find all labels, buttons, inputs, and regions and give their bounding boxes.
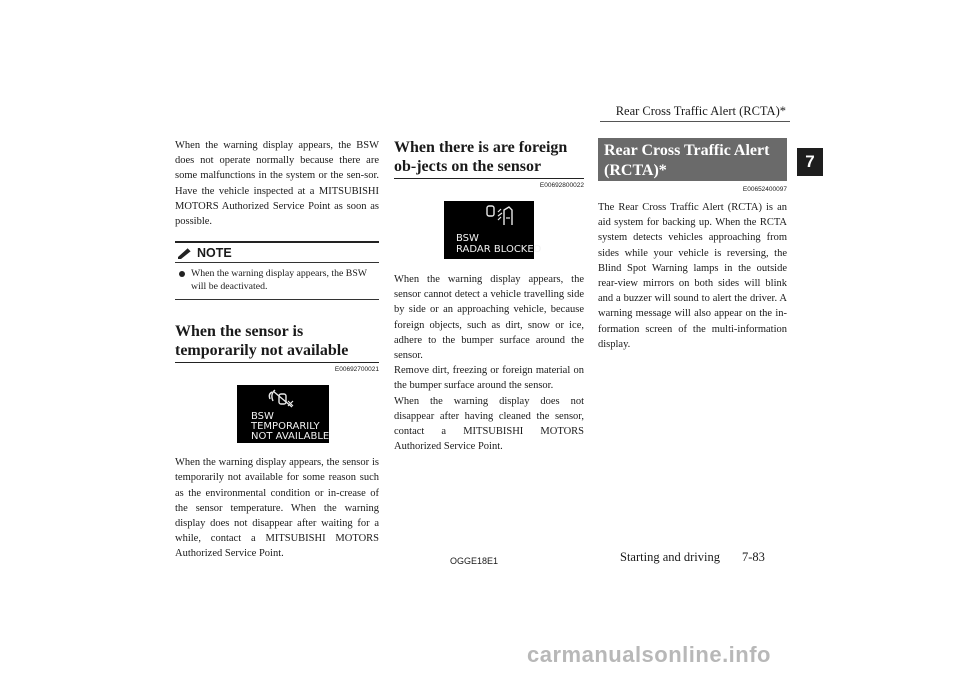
paragraph: When the warning display appears, the sensor cannot detect a vehicle travelling side by side or an approaching vehicle, because foreign objects, such as dirt, snow or ice, adhere to the bumper surface around the sensor. [394,274,584,362]
column-2 [394,138,584,454]
bullet-icon [179,271,185,277]
warning-display-temporarily-unavailable [237,385,329,443]
section-code: E00692700021 [334,366,379,374]
running-header: Rear Cross Traffic Alert (RCTA)* [615,104,786,118]
section-title: When the sensor is temporarily not available [175,322,379,363]
note-icon [177,247,193,259]
warning-display-radar-blocked [444,201,542,259]
display-line: RADAR BLOCKED [456,244,542,255]
bsw-off-icon [267,388,295,410]
display-line: BSW [251,411,274,423]
paragraph: Remove dirt, freezing or foreign material on the bumper surface around the sensor. [394,365,584,392]
note-text: When the warning display appears, the BSW will be deactivated. [191,268,367,293]
note-item [175,267,379,300]
footer-section: Starting and driving [620,550,720,564]
section-title: When there is are foreign ob-jects on the sensor [394,138,584,179]
paragraph: When the warning display appears, the sensor is temporarily not available for some reason such as the environmental condition or in-crease of the sensor temperature. When the warning display does not disappear after waiting for a while, contact a MITSUBISHI MOTORS Authorized Service Point. [175,457,379,560]
section-banner: Rear Cross Traffic Alert (RCTA)* [598,138,787,181]
note-header [175,241,379,263]
paragraph: The Rear Cross Traffic Alert (RCTA) is an aid system for backing up. When the RCTA system detects vehicles approaching from sides while your vehicle is reversing, the Blind Spot Warning lamps in the outside rear-view mirrors on both sides will blink and a buzzer will sound to alert the driver. A warning message will also appear on the in-formation screen of the multi-information display. [598,202,787,350]
paragraph: When the warning display does not disappear after having cleaned the sensor, contact a MITSUBISHI MOTORS Authorized Service Point. [394,395,584,453]
page-number: 7-83 [742,550,765,564]
paragraph: When the warning display appears, the BSW does not operate normally because there are some malfunctions in the system or the sen-sor. Have the vehicle inspected at a MITSUBISHI MOTORS Authorized Service Point as soon as possible. [175,140,379,228]
header-rule [600,121,790,122]
display-line: BSW [456,233,479,244]
display-line: NOT AVAILABLE [251,431,330,443]
section-code: E00692800022 [539,182,584,189]
document-code: OGGE18E1 [450,556,499,566]
watermark: carmanualsonline.info [527,642,771,667]
display-line: TEMPORARILY [251,421,320,433]
column-1 [175,138,379,562]
column-3 [598,138,787,352]
radar-blocked-icon [484,204,516,228]
section-code: E00652400097 [742,186,787,193]
chapter-tab: 7 [797,148,823,176]
note-label: NOTE [197,245,232,260]
